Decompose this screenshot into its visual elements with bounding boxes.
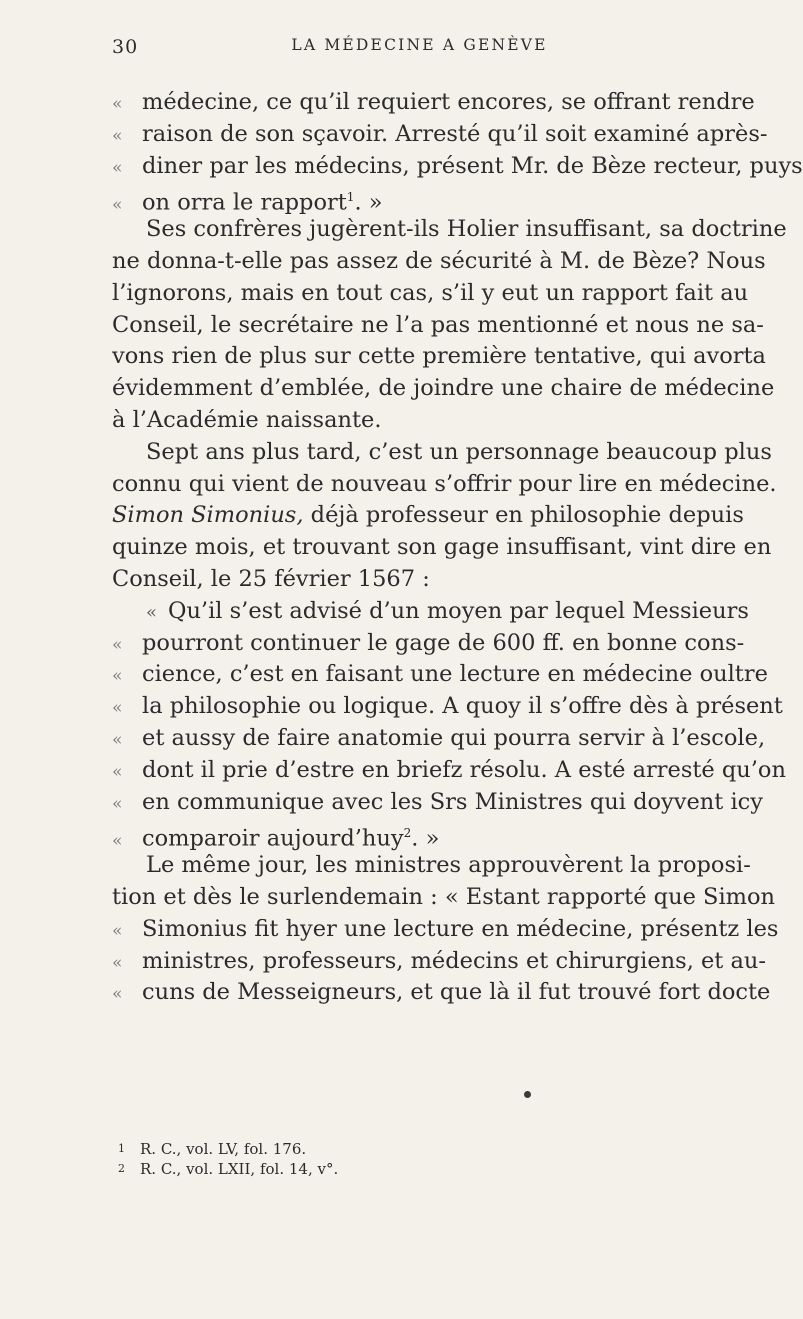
paragraph-line: vons rien de plus sur cette première tentative, qui avorta — [112, 343, 766, 370]
footnote-ref: 1 — [346, 190, 355, 205]
line-text: Simonius fit hyer une lecture en médecine, présentz les — [142, 915, 779, 942]
line-text: déjà professeur en philosophie depuis — [303, 502, 744, 529]
line-text: ministres, professeurs, médecins et chirurgiens, et au- — [142, 947, 767, 974]
line-text: et aussy de faire anatomie qui pourra servir à l’escole, — [142, 724, 766, 751]
quote-mark: « — [112, 94, 123, 114]
footnote — [118, 1159, 718, 1179]
quoted-line — [112, 182, 727, 214]
quote-mark: « — [112, 194, 123, 215]
quoted-line — [112, 119, 768, 151]
footnote-mark: 2 — [118, 1162, 125, 1175]
quoted-line — [112, 946, 767, 978]
footnote-ref: 2 — [403, 826, 412, 841]
quote-mark: « — [112, 666, 123, 687]
line-text: cuns de Messeigneurs, et que là il fut trouvé fort docte — [142, 979, 771, 1006]
paragraph-line: à l’Académie naissante. — [112, 406, 382, 433]
page-number: 30 — [112, 36, 139, 58]
quoted-line — [112, 818, 727, 850]
line-text: comparoir aujourd’huy — [142, 825, 404, 852]
quote-mark: « — [112, 830, 123, 851]
running-title: LA MÉDECINE A GENÈVE — [291, 36, 548, 54]
quote-mark: « — [112, 698, 123, 719]
paragraph-line: évidemment d’emblée, de joindre une chaire de médecine — [112, 375, 775, 402]
body-text — [112, 87, 803, 1009]
quoted-line — [112, 596, 749, 628]
quote-mark: « — [146, 601, 158, 623]
line-text: en communique avec les Srs Ministres qui doyvent icy — [142, 788, 763, 815]
quote-mark: « — [112, 761, 123, 782]
line-text: la philosophie ou logique. A quoy il s’offre dès à présent — [142, 693, 783, 720]
quoted-line — [112, 628, 745, 660]
quote-mark: « — [112, 157, 123, 178]
paragraph-line: l’ignorons, mais en tout cas, s’il y eut un rapport fait au — [112, 279, 749, 306]
paragraph-line: ne donna-t-elle pas assez de sécurité à M. de Bèze? Nous — [112, 247, 766, 274]
quote-mark: « — [112, 729, 123, 750]
line-text: dont il prie d’estre en briefz résolu. A esté arresté qu’on — [142, 756, 786, 783]
paragraph-line: Conseil, le 25 février 1567 : — [112, 565, 430, 592]
footnote — [118, 1139, 718, 1159]
quote-close: . » — [354, 189, 383, 216]
ink-spot — [524, 1091, 531, 1098]
paragraph-line: Sept ans plus tard, c’est un personnage beaucoup plus — [146, 438, 772, 465]
quote-mark: « — [112, 634, 123, 655]
paragraph-line — [112, 500, 744, 532]
line-text: diner par les médecins, présent Mr. de Bèze recteur, puys — [142, 152, 803, 179]
line-text: médecine, ce qu’il requiert encores, se offrant rendre — [142, 89, 755, 115]
line-text: cience, c’est en faisant une lecture en médecine oultre — [142, 661, 768, 688]
quoted-line — [112, 659, 768, 691]
quote-mark: « — [112, 125, 123, 146]
paragraph-line: Le même jour, les ministres approuvèrent la proposi- — [146, 852, 751, 879]
line-text: on orra le rapport — [142, 189, 347, 216]
footnote-text: R. C., vol. LXII, fol. 14, v°. — [140, 1160, 339, 1178]
person-name: Simon Simonius, — [112, 502, 304, 529]
quote-mark: « — [112, 793, 123, 814]
footnotes — [118, 1139, 718, 1179]
quoted-line — [112, 691, 783, 723]
line-text: raison de son sçavoir. Arresté qu’il soit examiné après- — [142, 120, 768, 147]
paragraph-line: quinze mois, et trouvant son gage insuffisant, vint dire en — [112, 534, 772, 561]
page-header — [112, 36, 727, 66]
quoted-line — [112, 787, 763, 819]
quote-mark: « — [112, 952, 123, 973]
footnote-mark: 1 — [118, 1142, 125, 1155]
paragraph-line: Conseil, le secrétaire ne l’a pas mentionné et nous ne sa- — [112, 311, 764, 338]
paragraph-line: connu qui vient de nouveau s’offrir pour lire en médecine. — [112, 470, 777, 497]
quoted-line — [112, 151, 803, 183]
quoted-line — [112, 723, 766, 755]
quote-mark: « — [112, 984, 123, 1005]
footnote-text: R. C., vol. LV, fol. 176. — [140, 1140, 307, 1158]
quoted-line — [112, 87, 755, 119]
quoted-line — [112, 977, 771, 1009]
quote-close: . » — [411, 825, 440, 852]
line-text: Qu’il s’est advisé d’un moyen par lequel Messieurs — [168, 597, 749, 624]
quoted-line — [112, 755, 786, 787]
paragraph-line: tion et dès le surlendemain : « Estant rapporté que Simon — [112, 883, 776, 910]
quote-mark: « — [112, 920, 123, 941]
quoted-line — [112, 914, 779, 946]
line-text: pourront continuer le gage de 600 ff. en bonne cons- — [142, 629, 745, 656]
paragraph-line: Ses confrères jugèrent-ils Holier insuffisant, sa doctrine — [146, 216, 787, 243]
